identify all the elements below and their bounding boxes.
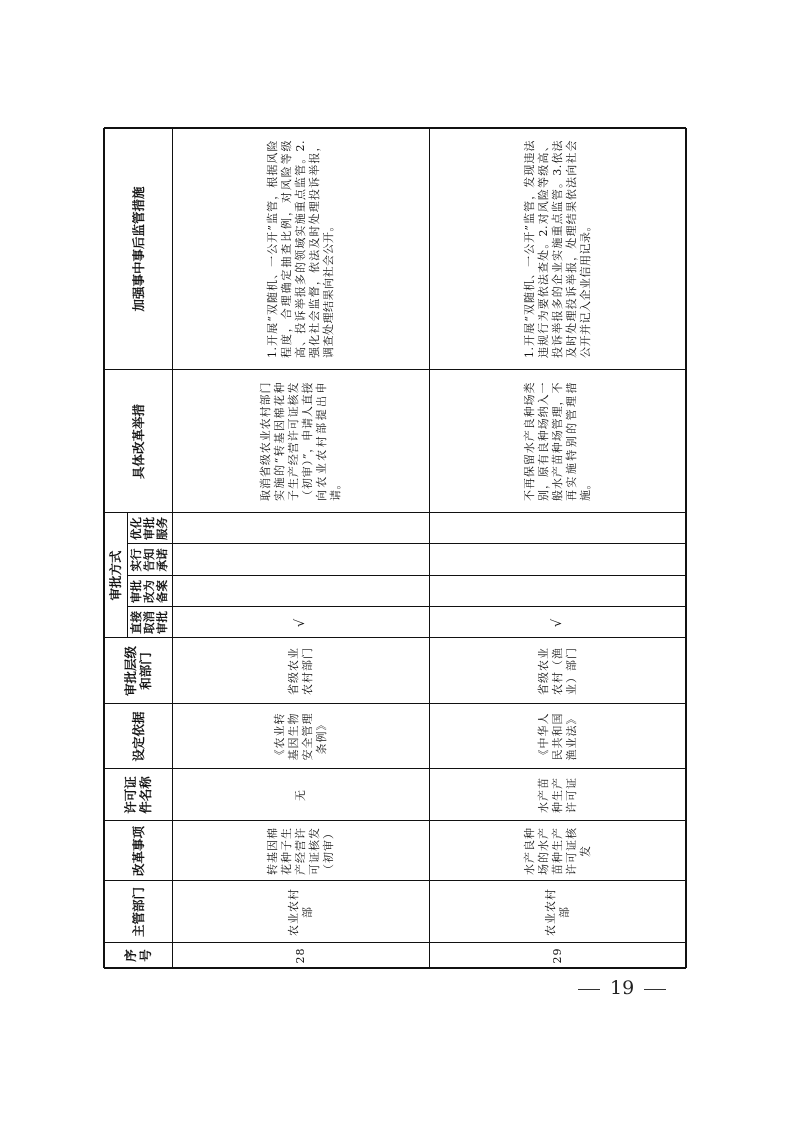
header-mode-optimize: 优化审批服务 (129, 517, 169, 540)
page-number (568, 977, 728, 1001)
row-supervision: 1.开展“双随机、一公开”监管，根据风险程度，合理确定抽查比例，对风险等级高、投诉举报多的领域实施重点监管。2.强化社会监督，依法及时处理投诉举报，调查处理结果向社会公开。 (265, 140, 335, 358)
row-mode-optimize-mark (429, 513, 686, 544)
row-seq: 29 (550, 947, 564, 964)
header-seq: 序号 (123, 949, 153, 962)
header-mode-group: 审批方式 (108, 550, 123, 601)
rotated-table-wrapper (104, 128, 686, 968)
row-mode-notice-mark (429, 544, 686, 576)
header-dept: 主管部门 (130, 887, 146, 938)
row-license: 无 (293, 789, 307, 801)
row-mode-filing-mark (429, 576, 686, 607)
row-license: 水产苗种生产许可证 (536, 777, 578, 813)
row-measures: 不再保留水产良种场类别，原有良种场纳入一般水产苗种场管理，不再实施特别的管理措施。 (522, 382, 592, 501)
page-dash-right (644, 989, 666, 990)
header-license: 许可证件名称 (123, 776, 153, 814)
row-seq: 28 (293, 947, 307, 964)
row-dept: 农业农村部 (286, 888, 314, 936)
row-mode-optimize-mark (172, 513, 429, 544)
row-level: 省级农业农村部门 (286, 647, 314, 695)
header-level: 审批层级和部门 (123, 646, 153, 697)
header-supervision: 加强事中事后监管措施 (130, 186, 146, 312)
row-measures: 取消省级农业农村部门实施的“转基因棉花种子生产经营许可证核发（初审）”，申请人直接向农业农村部提出申请。 (258, 382, 342, 501)
page-number-text: 19 (610, 977, 635, 999)
row-basis: 《农业转基因生物安全管理条例》 (272, 712, 328, 761)
row-mode-cancel-mark: √ (292, 617, 308, 628)
row-level: 省级农业农村（渔业）部门 (536, 647, 578, 695)
header-mode-cancel: 直接取消审批 (129, 611, 169, 634)
table-grid (104, 128, 686, 968)
header-mode-filing: 审批改为备案 (129, 580, 169, 603)
row-mode-notice-mark (172, 544, 429, 576)
header-basis: 设定依据 (130, 711, 146, 762)
page-dash-left (578, 989, 600, 990)
row-basis: 《中华人民共和国渔业法》 (536, 712, 578, 761)
row-dept: 农业农村部 (543, 888, 571, 936)
table-rotation-frame (104, 128, 686, 968)
row-supervision: 1.开展“双随机、一公开”监管，发现违法违规行为要依法查处。2.对风险等级高、投诉举报多的企业实施重点监管。3.依法及时处理投诉举报，处理结果依法向社会公开并记入企业信用记录。 (522, 140, 592, 358)
row-item: 水产良种场的水产苗种生产许可证核发 (522, 827, 592, 875)
header-mode-notice: 实行告知承诺 (129, 548, 169, 572)
header-item: 改革事项 (130, 826, 146, 877)
header-measures: 具体改革举措 (130, 404, 146, 480)
row-mode-filing-mark (172, 576, 429, 607)
row-item: 转基因棉花种子生产经营许可证核发（初审） (265, 827, 335, 875)
row-mode-cancel-mark: √ (549, 617, 565, 628)
